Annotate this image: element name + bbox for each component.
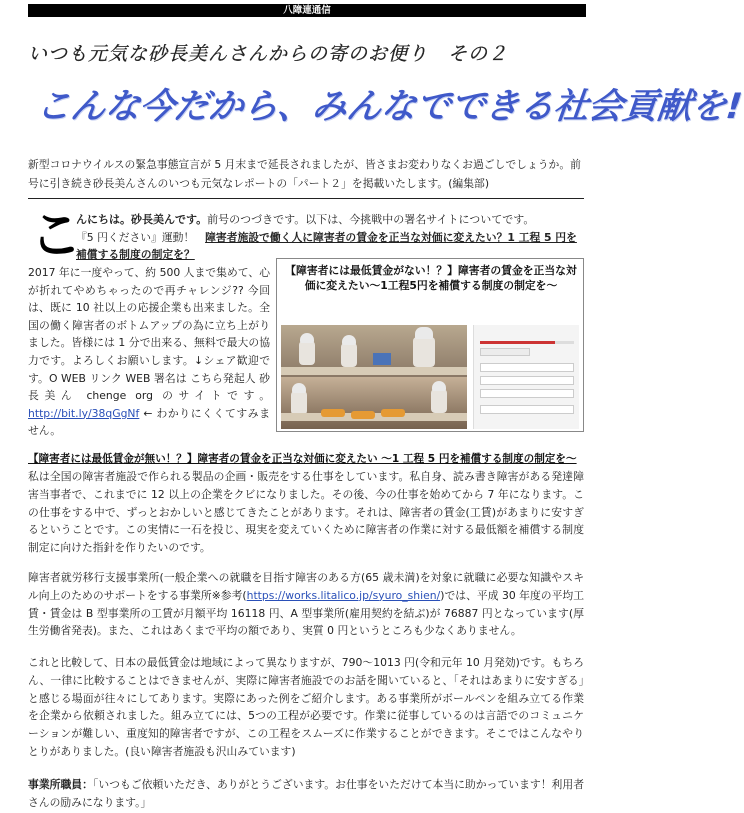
series-title: いつも元気な砂長美んさんからの寄のお便り その２: [28, 43, 509, 65]
workshop-photo: [281, 325, 467, 429]
editor-intro: 新型コロナウイルスの緊急事態宣言が 5 月末まで延長されましたが、皆さまお変わりなくお過ごしでしょうか。前号に引き続き砂長美んさんのいつも元気なレポートの「パート２」を掲載いたします。(編集部): [28, 158, 581, 190]
left-column-text: [28, 264, 270, 440]
paragraph-2-post: )では、平成 30 年度の平均工賃・賃金は B 型事業所の工賃が月額平均 16118 円、A 型事業所(雇用契約を結ぶ)が 76887 円となっています(厚生労働省発表)。また、これはあくまで平均の額であり、実質 0 円というところも少なくありません。: [28, 588, 584, 638]
left-column-body: 2017 年に一度やって、約 500 人まで集めて、心が折れてやめちゃったので再チャレンジ?? 今回は、既に 10 社以上の応援企業も出来ました。全国の働く障害者のボトムアップの為に立ち上がりました。皆様には 1 分で出来る、無料で最大の協力です。よろしくお願いします。↓シェア歓迎です。O WEB リンク WEB 署名は こちら発起人 砂長美ん chenge org のサイトです。: [28, 266, 270, 403]
paragraph-2-pre: 障害者就労移行支援事業所(一般企業への就職を目指す障害のある方(65 歳未満)を対象に就職に必要な知識やスキル向上のためのサポートをする事業所※参考(: [28, 571, 584, 602]
staff-quote-text: 「いつもご依頼いただき、ありがとうございます。お仕事をいただけて本当に助かっています！利用者さんの励みになります。」: [28, 778, 584, 809]
worker-figure: [341, 343, 357, 367]
progress-fill: [480, 341, 555, 344]
staff-label: 事業所職員：: [28, 778, 93, 791]
worker-cap: [300, 333, 314, 343]
petition-signup-panel[interactable]: [473, 325, 579, 429]
campaign-prefix: 『5 円ください』運動！: [76, 231, 195, 244]
section-divider: [28, 198, 584, 199]
address-field[interactable]: [480, 405, 574, 414]
worker-figure: [413, 337, 435, 367]
worker-cap: [432, 381, 446, 391]
blue-crate: [373, 353, 391, 365]
signature-progress: [480, 341, 574, 344]
headline: こんな今だから、みんなでできる社会貢献を!: [33, 87, 744, 127]
worker-cap: [292, 383, 306, 393]
drop-cap: こ: [30, 206, 83, 266]
petition-link[interactable]: http://bit.ly/38qGgNf: [28, 406, 140, 420]
greeting: [76, 211, 586, 229]
figure-title: 【障害者には最低賃金がない！？】障害者の賃金を正当な対価に変えたい〜1工程5円を補償する制度の制定を〜: [285, 264, 577, 292]
carrot-pile: [381, 409, 405, 417]
paragraph-3: これと比較して、日本の最低賃金は地域によって異なりますが、790〜1013 円(令和元年 10 月発効)です。もちろん、一律に比較することはできませんが、実際に障害者施設でのお話を聞いていると、「それはあまりに安すぎる」と感じる場面が往々にしてあります。実際にあった例をご紹介します。ある事業所がボールペンを組み立てる作業を企業から依頼されました。組み立てには、5つの工程が必要です。作業に従事しているのは言語でのコミュニケーションが難しい、重度知的障害者ですが、この工程をスムーズに作業することができます。そこではこんなやりとりがありました。(良い障害者施設も沢山みています): [28, 656, 584, 758]
litalico-link[interactable]: https://works.litalico.jp/syuro_shien/: [246, 588, 441, 602]
left-column-tail: ← わかりにくくてすみません。: [28, 406, 271, 438]
paragraph-1: 私は全国の障害者施設で作られる製品の企画・販売をする仕事をしています。私自身、読み書き障害がある発達障害当事者で、これまでに 12 以上の企業をクビになりました。その後、今の仕事を始めてから 7 年になります。この仕事をする中で、ずっとおかしいと感じてきたことがあります。それは、障害者の賃金(工賃)があまりに安すぎるということです。この実情に一石を投じ、現実を変えていくために障害者の作業に対する最低額を補償する制度制定に向けた指針を作りたいのです。: [28, 470, 584, 555]
worker-cap: [415, 327, 433, 339]
staff-quote: [28, 776, 584, 812]
surname-field[interactable]: [480, 376, 574, 385]
signup-button[interactable]: [480, 348, 530, 356]
petition-figure[interactable]: [276, 258, 584, 432]
work-table: [281, 367, 467, 375]
greeting-bold: んにちは。砂長美んです。: [76, 213, 208, 226]
carrot-pile: [321, 409, 345, 417]
worker-figure: [299, 341, 315, 365]
paragraph-2: [28, 569, 584, 640]
email-field[interactable]: [480, 389, 574, 398]
worker-figure: [291, 391, 307, 415]
name-field[interactable]: [480, 363, 574, 372]
worker-figure: [431, 389, 447, 413]
carrot-pile: [351, 411, 375, 419]
section-heading: 【障害者には最低賃金が無い！？】障害者の賃金を正当な対価に変えたい 〜1 工程 5 円を補償する制度の制定を〜: [28, 453, 577, 465]
worker-cap: [342, 335, 356, 345]
greeting-rest: 前号のつづきです。以下は、今挑戦中の署名サイトについてです。: [207, 213, 535, 226]
campaign-title: 障害者施設で働く人に障害者の賃金を正当な対価に変えたい？1 工程 5 円を補償する制度の制定を？: [76, 231, 577, 261]
newsletter-header-band: 八障連通信: [28, 4, 586, 17]
